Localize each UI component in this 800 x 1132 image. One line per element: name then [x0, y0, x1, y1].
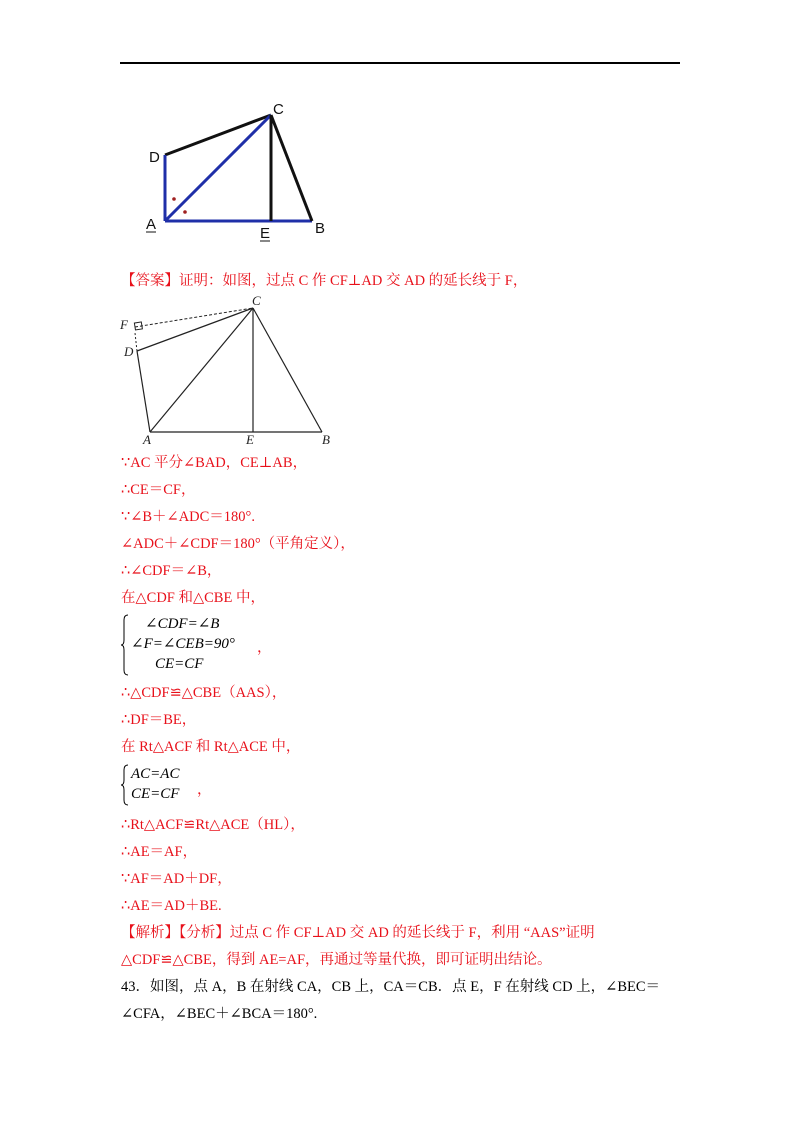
system1-row-3: CE=CF — [155, 656, 204, 672]
fig2-label-D: D — [124, 344, 134, 359]
step-9: 在 Rt△ACF 和 Rt△ACE 中， — [121, 739, 301, 755]
system1-row-1: ∠CDF=∠B — [145, 616, 220, 632]
fig2-label-B: B — [322, 432, 330, 447]
header-rule — [120, 62, 680, 64]
fig1-label-B: B — [315, 220, 326, 237]
fig1-segment-DC — [165, 115, 271, 155]
fig2-label-C: C — [252, 293, 261, 308]
step-5: ∴∠CDF＝∠B， — [121, 563, 222, 579]
system2-comma: ， — [197, 782, 212, 798]
fig1-segment-CB — [271, 115, 312, 221]
system2-row-1: AC=AC — [131, 766, 180, 782]
problem-43-line-1: 43．如图，点 A，B 在射线 CA，CB 上，CA＝CB．点 E，F 在射线 CD 上，∠BEC＝ — [121, 979, 661, 995]
step-2: ∴CE＝CF， — [121, 482, 196, 498]
fig1-label-A: A — [146, 216, 157, 233]
fig2-segment-CB — [253, 308, 322, 432]
fig1-label-D: D — [149, 149, 160, 166]
step-11: ∴AE＝AF， — [121, 844, 198, 860]
step-7: ∴△CDF≌△CBE（AAS）， — [121, 685, 287, 701]
problem-43-line-2: ∠CFA，∠BEC＋∠BCA＝180°. — [121, 1006, 318, 1022]
step-3: ∵∠B＋∠ADC＝180°. — [121, 509, 255, 525]
fig2-segment-DF-dashed — [135, 333, 137, 351]
figure-2-construction — [116, 292, 338, 450]
fig1-label-E: E — [260, 225, 271, 242]
fig1-angle-mark-1 — [172, 197, 176, 201]
step-13: ∴AE＝AD＋BE. — [121, 898, 222, 914]
fig1-angle-mark-2 — [183, 210, 187, 214]
step-10: ∴Rt△ACF≌Rt△ACE（HL）， — [121, 817, 305, 833]
fig1-label-C: C — [273, 101, 284, 118]
fig2-segment-AD — [137, 351, 150, 432]
system1-row-2: ∠F=∠CEB=90° — [131, 636, 235, 652]
step-1: ∵AC 平分∠BAD，CE⊥AB， — [121, 455, 308, 471]
step-12: ∵AF＝AD＋DF， — [121, 871, 232, 887]
system1-comma: ， — [257, 640, 272, 656]
step-4: ∠ADC＋∠CDF＝180°（平角定义）， — [121, 536, 355, 552]
step-8: ∴DF＝BE， — [121, 712, 197, 728]
fig2-label-E: E — [246, 432, 254, 447]
analysis-line-1: 【解析】【分析】过点 C 作 CF⊥AD 交 AD 的延长线于 F，利用 “AAS”证明 — [121, 925, 595, 941]
fig2-label-F: F — [120, 317, 128, 332]
fig1-segment-AC — [165, 115, 271, 221]
figure-1-quadrilateral — [140, 100, 340, 245]
brace-2 — [121, 764, 131, 806]
answer-intro: 【答案】证明：如图，过点 C 作 CF⊥AD 交 AD 的延长线于 F， — [121, 273, 528, 289]
fig2-segment-FC-dashed — [135, 308, 253, 327]
brace-1 — [121, 614, 131, 676]
fig2-label-A: A — [143, 432, 151, 447]
step-6: 在△CDF 和△CBE 中， — [121, 590, 265, 606]
analysis-line-2: △CDF≌△CBE，得到 AE=AF，再通过等量代换，即可证明出结论。 — [121, 952, 552, 968]
system2-row-2: CE=CF — [131, 786, 180, 802]
